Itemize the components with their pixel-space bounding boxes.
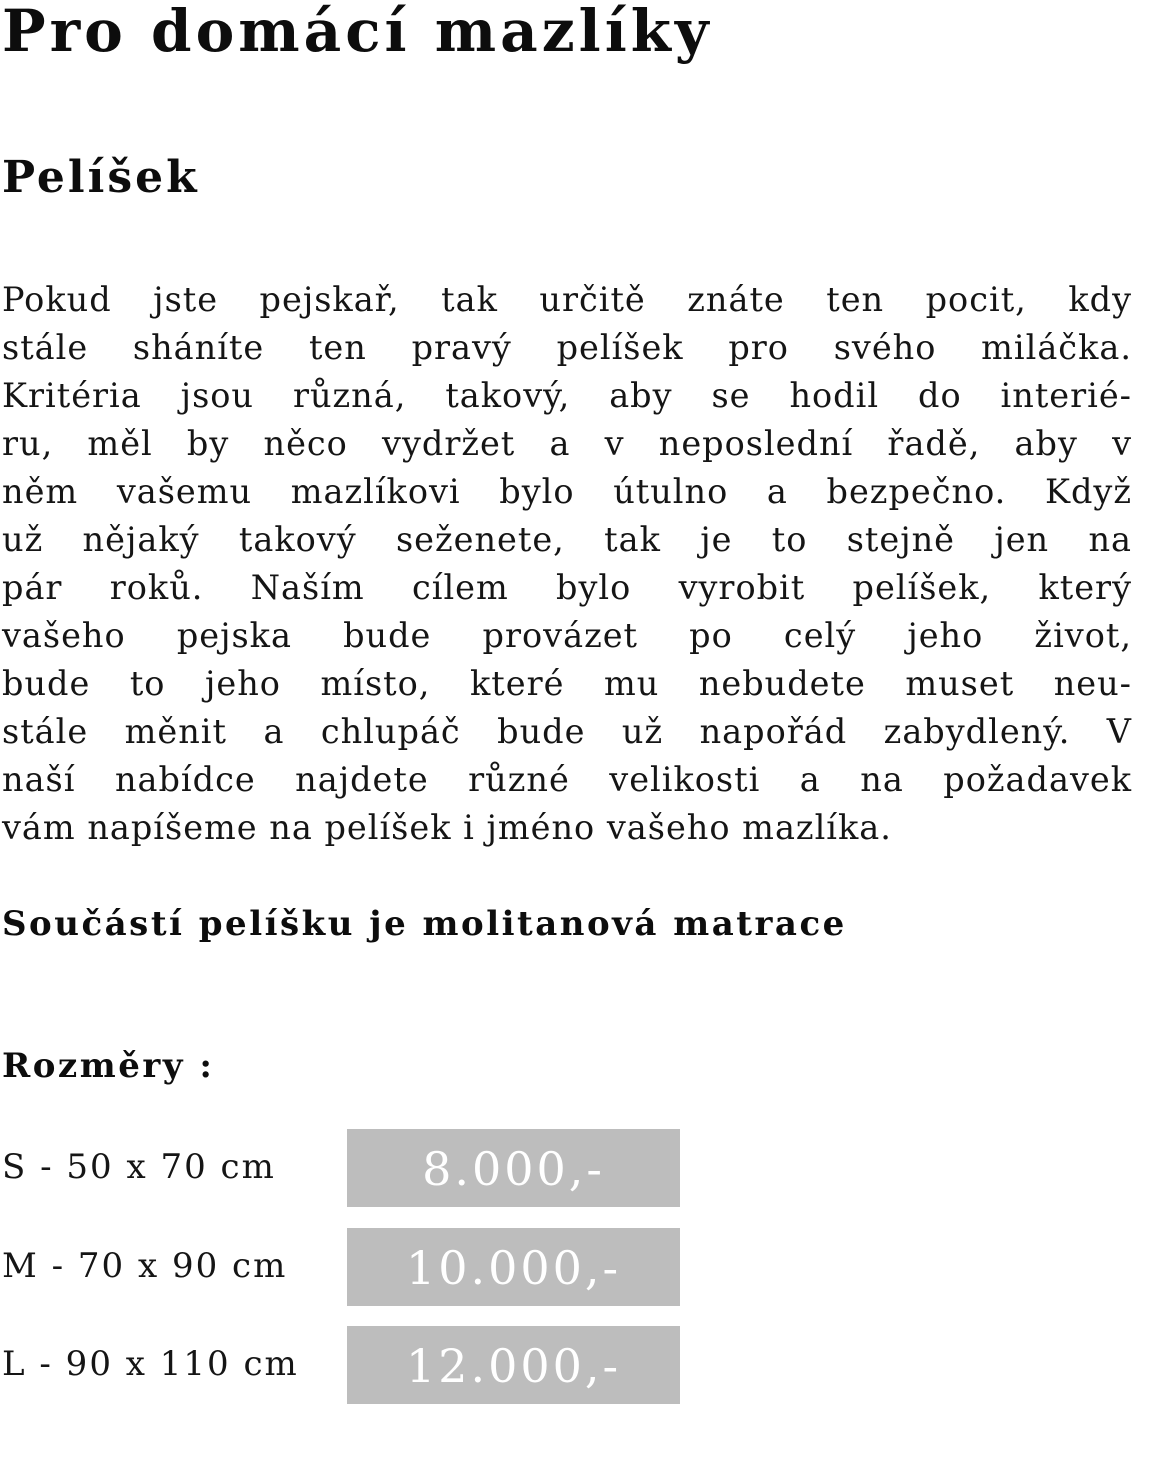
description-line: Pokud jste pejskař, tak určitě znáte ten pocit, kdy — [2, 280, 1132, 319]
size-row-s — [0, 1129, 700, 1207]
product-description — [2, 276, 1132, 852]
sizes-heading: Rozměry : — [2, 1046, 215, 1086]
size-label: M - 70 x 90 cm — [2, 1246, 288, 1286]
description-line: stále sháníte ten pravý pelíšek pro svého miláčka. — [2, 328, 1132, 367]
description-line: už nějaký takový seženete, tak je to stejně jen na — [2, 520, 1132, 559]
product-name: Pelíšek — [2, 152, 200, 203]
description-line: vašeho pejska bude provázet po celý jeho život, — [2, 616, 1132, 655]
description-line: naší nabídce najdete různé velikosti a na požadavek — [2, 760, 1132, 799]
description-line: pár roků. Naším cílem bylo vyrobit pelíšek, který — [2, 568, 1132, 607]
price-value: 8.000,- — [422, 1142, 605, 1196]
size-row-m — [0, 1228, 700, 1306]
description-line: Kritéria jsou různá, takový, aby se hodil do interié- — [2, 376, 1132, 415]
description-line: něm vašemu mazlíkovi bylo útulno a bezpečno. Když — [2, 472, 1132, 511]
price-value: 12.000,- — [405, 1339, 622, 1393]
price-box — [347, 1129, 680, 1207]
size-label: L - 90 x 110 cm — [2, 1344, 299, 1384]
feature-note: Součástí pelíšku je molitanová matrace — [2, 904, 847, 944]
description-line: ru, měl by něco vydržet a v neposlední řadě, aby v — [2, 424, 1132, 463]
size-row-l — [0, 1326, 700, 1404]
price-box — [347, 1326, 680, 1404]
description-line: bude to jeho místo, které mu nebudete muset neu- — [2, 664, 1132, 703]
page-title: Pro domácí mazlíky — [2, 0, 713, 65]
price-value: 10.000,- — [405, 1241, 622, 1295]
description-line: vám napíšeme na pelíšek i jméno vašeho mazlíka. — [2, 808, 892, 847]
price-box — [347, 1228, 680, 1306]
size-label: S - 50 x 70 cm — [2, 1147, 276, 1187]
description-line: stále měnit a chlupáč bude už napořád zabydlený. V — [2, 712, 1132, 751]
